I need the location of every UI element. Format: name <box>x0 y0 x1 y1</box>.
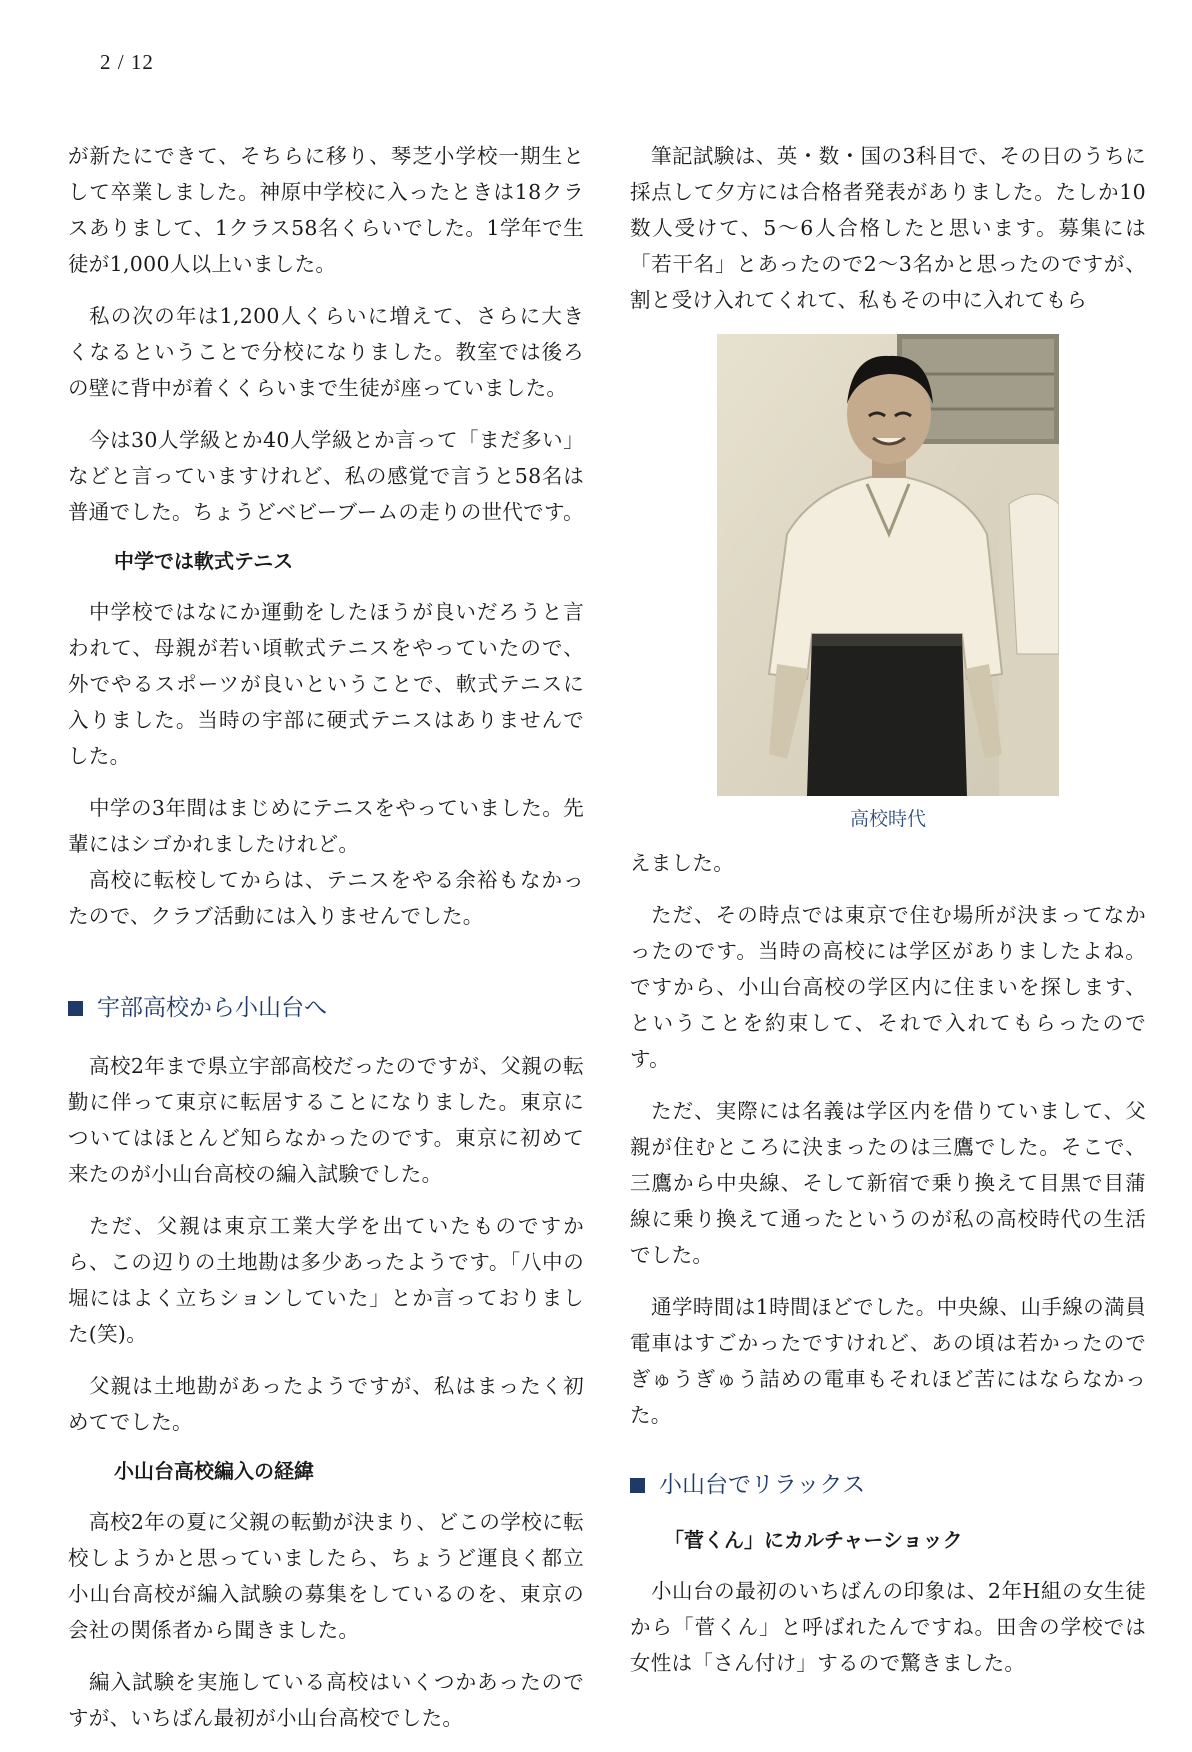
paragraph: 筆記試験は、英・数・国の3科目で、その日のうちに採点して夕方には合格者発表がありました。たしか10数人受けて、5〜6人合格したと思います。募集には「若干名」とあったので2〜3名かと思ったのですが、割と受け入れてくれて、私もその中に入れてもら <box>630 144 1146 312</box>
paragraph: ただ、実際には名義は学区内を借りていまして、父親が住むところに決まったのは三鷹でした。そこで、三鷹から中央線、そして新宿で乗り換えて目黒で目蒲線に乗り換えて通ったというのが私の高校時代の生活でした。 <box>630 1099 1146 1267</box>
paragraph: 高校2年の夏に父親の転勤が決まり、どこの学校に転校しようかと思っていましたら、ちょうど運良く都立小山台高校が編入試験の募集をしているのを、東京の会社の関係者から聞きました。 <box>68 1510 584 1642</box>
square-bullet-icon <box>630 1478 645 1493</box>
subheading: 「菅くん」にカルチャーショック <box>664 1528 963 1552</box>
paragraph: 高校に転校してからは、テニスをやる余裕もなかったので、クラブ活動には入りませんでした。 <box>68 868 584 928</box>
square-bullet-icon <box>68 1001 83 1016</box>
paragraph: 父親は土地勘があったようですが、私はまったく初めてでした。 <box>68 1374 584 1434</box>
paragraph: えました。 <box>630 851 734 875</box>
paragraph: 小山台の最初のいちばんの印象は、2年H組の女生徒から「菅くん」と呼ばれたんですね。田舎の学校では女性は「さん付け」するので驚きました。 <box>630 1579 1146 1675</box>
section-heading <box>630 1467 1146 1503</box>
section-title: 小山台でリラックス <box>659 1472 866 1498</box>
photo-caption: 高校時代 <box>849 808 926 830</box>
paragraph: 通学時間は1時間ほどでした。中央線、山手線の満員電車はすごかったですけれど、あの頃は若かったのでぎゅうぎゅう詰めの電車もそれほど苦にはならなかった。 <box>630 1295 1146 1427</box>
section-title: 宇部高校から小山台へ <box>97 995 327 1021</box>
right-column <box>630 138 1146 1697</box>
paragraph: 中学校ではなにか運動をしたほうが良いだろうと言われて、母親が若い頃軟式テニスをやっていたので、外でやるスポーツが良いということで、軟式テニスに入りました。当時の宇部に硬式テニスはありませんでした。 <box>68 600 584 768</box>
paragraph: 私の次の年は1,200人くらいに増えて、さらに大きくなるということで分校になりました。教室では後ろの壁に背中が着くくらいまで生徒が座っていました。 <box>68 304 584 400</box>
paragraph: 中学の3年間はまじめにテニスをやっていました。先輩にはシゴかれましたけれど。 <box>68 796 584 856</box>
left-column <box>68 138 584 1752</box>
subheading: 中学では軟式テニス <box>114 549 294 573</box>
paragraph: 高校2年まで県立宇部高校だったのですが、父親の転勤に伴って東京に転居することになりました。東京についてはほとんど知らなかったのです。東京に初めて来たのが小山台高校の編入試験でした。 <box>68 1054 584 1186</box>
paragraph: ただ、父親は東京工業大学を出ていたものですから、この辺りの土地勘は多少あったようです。「八中の堀にはよく立ちションしていた」とか言っておりました(笑)。 <box>68 1214 584 1346</box>
paragraph: 編入試験を実施している高校はいくつかあったのですが、いちばん最初が小山台高校でした。 <box>68 1670 584 1730</box>
photo-figure <box>630 334 1146 831</box>
page-number: 2 / 12 <box>100 50 154 74</box>
paragraph: 今は30人学級とか40人学級とか言って「まだ多い」などと言っていますけれど、私の感覚で言うと58名は普通でした。ちょうどベビーブームの走りの世代です。 <box>68 428 584 524</box>
paragraph: が新たにできて、そちらに移り、琴芝小学校一期生として卒業しました。神原中学校に入ったときは18クラスありまして、1クラス58名くらいでした。1学年で生徒が1,000人以上いました。 <box>68 144 584 276</box>
section-heading <box>68 990 584 1026</box>
paragraph: ただ、その時点では東京で住む場所が決まってなかったのです。当時の高校には学区がありましたよね。ですから、小山台高校の学区内に住まいを探します、ということを約束して、それで入れてもらったのです。 <box>630 903 1146 1071</box>
student-photo <box>717 334 1059 796</box>
subheading: 小山台高校編入の経緯 <box>114 1459 314 1483</box>
